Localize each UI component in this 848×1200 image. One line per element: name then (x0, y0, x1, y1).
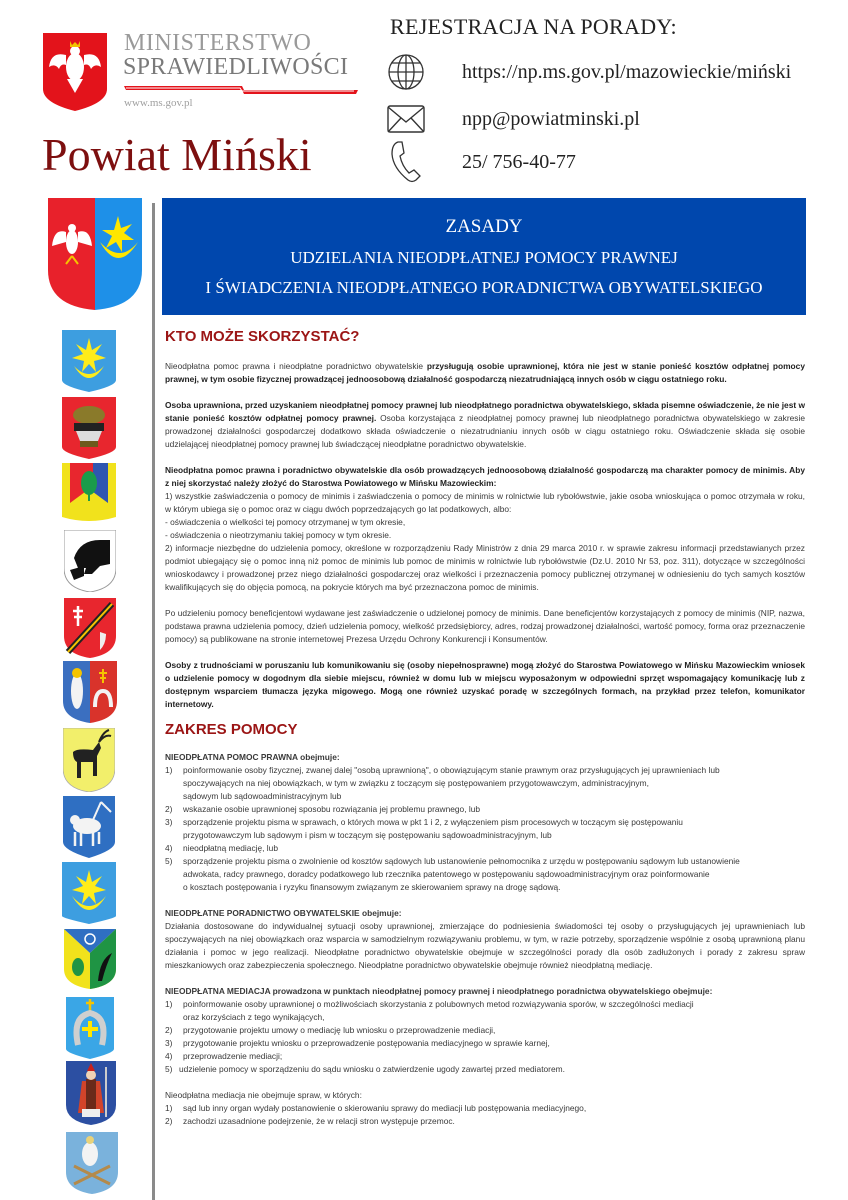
title-banner (162, 198, 806, 315)
exclusion-text: sąd lub inny organ wydały postanowienie o skierowaniu sprawy do mediacji lub postępowania mediacyjnego, (183, 1103, 587, 1113)
item-number: 3) (165, 1038, 173, 1048)
legal-aid-item (165, 842, 805, 855)
eligibility-text: Nieodpłatna pomoc prawna i nieodpłatne poradnictwo obywatelskie (165, 361, 427, 371)
vertical-divider (152, 203, 155, 1200)
mediation-exclusions-intro: Nieodpłatna mediacja nie obejmuje spraw, w których: (165, 1090, 362, 1100)
item-line: poinformowanie osoby uprawnionej o możliwościach skorzystania z polubownych metod rozwiązywania sporów, w szczególności mediacji (183, 999, 694, 1009)
debowka-crest (62, 463, 116, 530)
phone-number[interactable]: 25/ 756-40-77 (462, 150, 576, 173)
item-line: sądowym lub sądowoadministracyjnym lub (183, 791, 342, 801)
phone-icon (386, 142, 426, 182)
item-number: 1) (165, 1103, 173, 1113)
item-line: przeprowadzenie mediacji; (183, 1051, 283, 1061)
mediation-item (165, 1037, 805, 1050)
item-number: 5) (165, 1064, 173, 1074)
ministry-ribbon-decoration (124, 84, 360, 96)
item-line: sporządzenie projektu pisma o zwolnienie od kosztów sądowych lub ustanowienie pełnomocnika z urzędu w postępowaniu sądowym lub ustanowienie (183, 856, 740, 866)
mediation-item (165, 998, 805, 1024)
paragraph-de-minimis (165, 464, 805, 594)
item-number: 2) (165, 804, 173, 814)
de-minimis-dash-2: - oświadczenia o nieotrzymaniu takiej pomocy w tym okresie. (165, 530, 392, 540)
item-line: nieodpłatną mediację, lub (183, 843, 278, 853)
legal-aid-title-suffix: obejmuje: (297, 752, 340, 762)
item-line: udzielenie pomocy w sporządzeniu do sądu wniosku o zatwierdzenie ugody zawartej przed mediatorem. (179, 1064, 565, 1074)
ministry-name-line1: MINISTERSTWO (124, 30, 312, 56)
mediation-item (165, 1063, 805, 1076)
powiat-minski-crest (48, 198, 142, 315)
section-heading-scope: ZAKRES POMOCY (165, 721, 298, 738)
mediation-block (165, 985, 805, 1128)
section-heading-who: KTO MOŻE SKORZYSTAĆ? (165, 328, 360, 345)
item-line: adwokata, radcy prawnego, doradcy podatkowego lub rzecznika patentowego w postępowaniu sądowoadministracyjnym oraz poinformowanie (183, 869, 710, 879)
item-number: 2) (165, 1025, 173, 1035)
legal-aid-block (165, 751, 805, 894)
halinow-crest (66, 1132, 118, 1199)
legal-aid-item (165, 855, 805, 894)
item-number: 5) (165, 856, 173, 866)
civic-advice-text: Działania dostosowane do indywidualnej sytuacji osoby uprawnionej, zmierzające do podniesienia świadomości tej osoby o przysługujących jej uprawnieniach lub spoczywających na niej obowiązkach oraz wsparcia w samodzielnym rozwiązywaniu problemu, w tym, w razie potrzeby, sporządzenie wspólnie z osobą uprawnioną planu działania i pomoc w jego realizacji. Nieodpłatne poradnictwo obywatelskie obejmuje w szczególności porady dla osób zadłużonych i porady z zakresu spraw mieszkaniowych oraz zabezpieczenia społecznego. Nieodpłatne poradnictwo obywatelskie obejmuje również nieodpłatną mediację. (165, 921, 805, 970)
item-number: 1) (165, 765, 173, 775)
minsk-mazowiecki-crest (62, 330, 116, 397)
website-row (386, 52, 791, 92)
paragraph-certificate: Po udzieleniu pomocy beneficjentowi wydawane jest zaświadczenie o udzielonej pomocy de minimis. Dane beneficjentów korzystających z pomocy de minimis (NIP, nazwa, podstawa prawna udzielenia pomocy, dzień udzielenia pomocy, wielkość przedsiębiorcy, adres, rodzaj prowadzonej działalności, wartość pomocy, forma oraz przeznaczenie pomocy) są publikowane na stronie internetowej Prezesa Urzędu Ochrony Konkurencji i Konsumentów. (165, 608, 805, 644)
item-line: oraz korzyściach z tego wynikających, (183, 1012, 325, 1022)
paragraph-eligibility (165, 360, 805, 386)
item-line: przygotowanie projektu umowy o mediację lub wniosku o przeprowadzenie mediacji, (183, 1025, 496, 1035)
sulejowek-crest (66, 1061, 116, 1130)
paragraph-declaration (165, 399, 805, 451)
registration-title: REJESTRACJA NA PORADY: (390, 14, 677, 39)
email-link[interactable]: npp@powiatminski.pl (462, 107, 640, 130)
banner-subtitle-1: UDZIELANIA NIEODPŁATNEJ POMOCY PRAWNEJ (290, 248, 678, 267)
legal-aid-title: NIEODPŁATNA POMOC PRAWNA (165, 752, 298, 762)
banner-subtitle-2: I ŚWIADCZENIA NIEODPŁATNEGO PORADNICTWA OBYWATELSKIEGO (205, 278, 763, 297)
legal-aid-item (165, 764, 805, 803)
website-link[interactable]: https://np.ms.gov.pl/mazowieckie/miński (462, 60, 792, 83)
envelope-icon (386, 99, 426, 139)
mediation-title: NIEODPŁATNA MEDIACJA (165, 986, 271, 996)
item-number: 4) (165, 1051, 173, 1061)
legal-aid-item (165, 816, 805, 842)
kaluszyn-crest (63, 661, 117, 728)
de-minimis-intro: Nieodpłatna pomoc prawna i poradnictwo obywatelskie dla osób prowadzących jednoosobową działalność gospodarczą ma charakter pomocy de minimis. Aby z niej skorzystać należy złożyć do Starostwa Powiatowego w Mińsku Mazowieckim: (165, 465, 805, 488)
mediation-item (165, 1024, 805, 1037)
item-number: 3) (165, 817, 173, 827)
document-body (165, 328, 805, 1128)
paragraph-disabled-persons: Osoby z trudnościami w poruszaniu lub komunikowaniu się (osoby niepełnosprawne) mogą złożyć do Starostwa Powiatowego w Mińsku Mazowieckim wniosek o udzielenie pomocy w dogodnym dla siebie miejscu, również w domu lub w miejscu wyposażonym w odpowiedni sprzęt wspomagający komunikację lub z dostępnym wsparciem tłumacza języka migowego. Mogą one również uzyskać poradę w szczególnych formach, na przykład przez telefon, komunikator internetowy. (165, 660, 805, 709)
mediation-exclusion (165, 1115, 805, 1128)
item-number: 2) (165, 1116, 173, 1126)
mrozy-crest (63, 796, 115, 863)
item-line: poinformowanie osoby fizycznej, zwanej dalej "osobą uprawnioną", o obowiązującym stanie prawnym oraz przysługujących jej uprawnieniach lub (183, 765, 720, 775)
banner-title: ZASADY (445, 216, 523, 237)
gmina-minsk-crest (62, 862, 116, 929)
item-line: przygotowanie projektu wniosku o przeprowadzenie postępowania mediacyjnego w sprawie karnej, (183, 1038, 550, 1048)
item-line: wskazanie osobie uprawnionej sposobu rozwiązania jej problemu prawnego, lub (183, 804, 481, 814)
ceglow-crest (62, 397, 116, 464)
de-minimis-dash-1: - oświadczenia o wielkości tej pomocy otrzymanej w tym okresie, (165, 517, 406, 527)
jakubow-crest (64, 598, 116, 663)
county-title: Powiat Miński (42, 129, 312, 180)
item-line: przygotowawczym lub sądowym i pism w toczącym się postępowaniu sądowoadministracyjnym, lub (183, 830, 552, 840)
phone-row (386, 142, 576, 182)
item-number: 1) (165, 999, 173, 1009)
de-minimis-item-2: 2) informacje niezbędne do udzielenia pomocy, określone w rozporządzeniu Rady Ministrów z dnia 29 marca 2010 r. w sprawie zakresu informacji przedstawianych przez podmiot ubiegający się o pomoc inną niż pomoc de minimis lub pomoc de minimis w rolnictwie lub rybołówstwie (Dz.U. 2010 Nr 53, poz. 311), dotyczące w szczególności wnioskodawcy i prowadzonej przez niego działalności gospodarczej oraz wielkości i przeznaczenia pomocy publicznej otrzymanej w odniesieniu do tych samych kosztów kwalifikujących się do objęcia pomocą, na pokrycie których ma być przeznaczona pomoc de minimis. (165, 543, 805, 592)
de-minimis-item-1: 1) wszystkie zaświadczenia o pomocy de minimis i zaświadczenia o pomocy de minimis w rolnictwie lub rybołówstwie, jakie osoba wnioskująca o pomoc otrzymała w roku, w którym ubiega się o pomoc oraz w ciągu dwóch poprzedzających go lat podatkowych, albo: (165, 491, 805, 514)
email-row (386, 99, 640, 139)
ministry-name-line2: SPRAWIEDLIWOŚCI (123, 54, 349, 80)
globe-icon (386, 52, 426, 92)
civic-advice-title-suffix: obejmuje: (359, 908, 402, 918)
declaration-text-bold: Osoba uprawniona, przed uzyskaniem nieodpłatnej pomocy prawnej lub nieodpłatnego poradnictwa obywatelskiego, składa pisemne oświadczenie, że nie jest w stanie ponieść kosztów odpłatnej pomocy prawnej. (165, 400, 805, 423)
mediation-item (165, 1050, 805, 1063)
ministry-url: www.ms.gov.pl (124, 97, 193, 109)
dobre-crest (64, 530, 116, 597)
latowicz-crest (63, 728, 115, 797)
civic-advice-title: NIEODPŁATNE PORADNICTWO OBYWATELSKIE (165, 908, 360, 918)
mediation-title-suffix: prowadzona w punktach nieodpłatnej pomocy prawnej i nieodpłatnego poradnictwa obywatelskiego obejmuje: (270, 986, 713, 996)
legal-aid-item (165, 803, 805, 816)
item-line: o kosztach postępowania i ryzyku finansowym związanym ze skierowaniem sprawy na drogę sądową. (183, 882, 561, 892)
mediation-exclusion (165, 1102, 805, 1115)
siennica-crest (64, 929, 116, 994)
declaration-text: Osoba korzystająca z nieodpłatnej pomocy prawnej lub nieodpłatnego poradnictwa obywatelskiego w zakresie prowadzonej działalności gospodarczej dodatkowo składa oświadczenie o niezatrudnianiu innych osób w ciągu ostatniego roku. Oświadczenie składa się osobie udzielającej nieodpłatnej pomocy prawnej lub świadczącej nieodpłatne poradnictwo obywatelskie. (165, 413, 805, 449)
exclusion-text: zachodzi uzasadnione podejrzenie, że w relacji stron występuje przemoc. (183, 1116, 455, 1126)
item-line: sporządzenie projektu pisma w sprawach, o których mowa w pkt 1 i 2, z wyłączeniem pism procesowych w toczącym się postępowaniu (183, 817, 683, 827)
polish-eagle-emblem (43, 33, 107, 111)
civic-advice-block (165, 907, 805, 972)
item-number: 4) (165, 843, 173, 853)
item-line: spoczywających na niej obowiązkach, w tym w związku z toczącym się postępowaniem przygotowawczym, administracyjnym, (183, 778, 649, 788)
stanislawow-crest (66, 997, 114, 1064)
eligibility-text-bold: przysługują osobie uprawnionej, która nie jest w stanie ponieść kosztów odpłatnej pomocy prawnej, w tym osobie fizycznej prowadzącej jednoosobową działalność gospodarczą niezatrudniającą innych osób w ciągu ostatniego roku. (165, 361, 805, 384)
